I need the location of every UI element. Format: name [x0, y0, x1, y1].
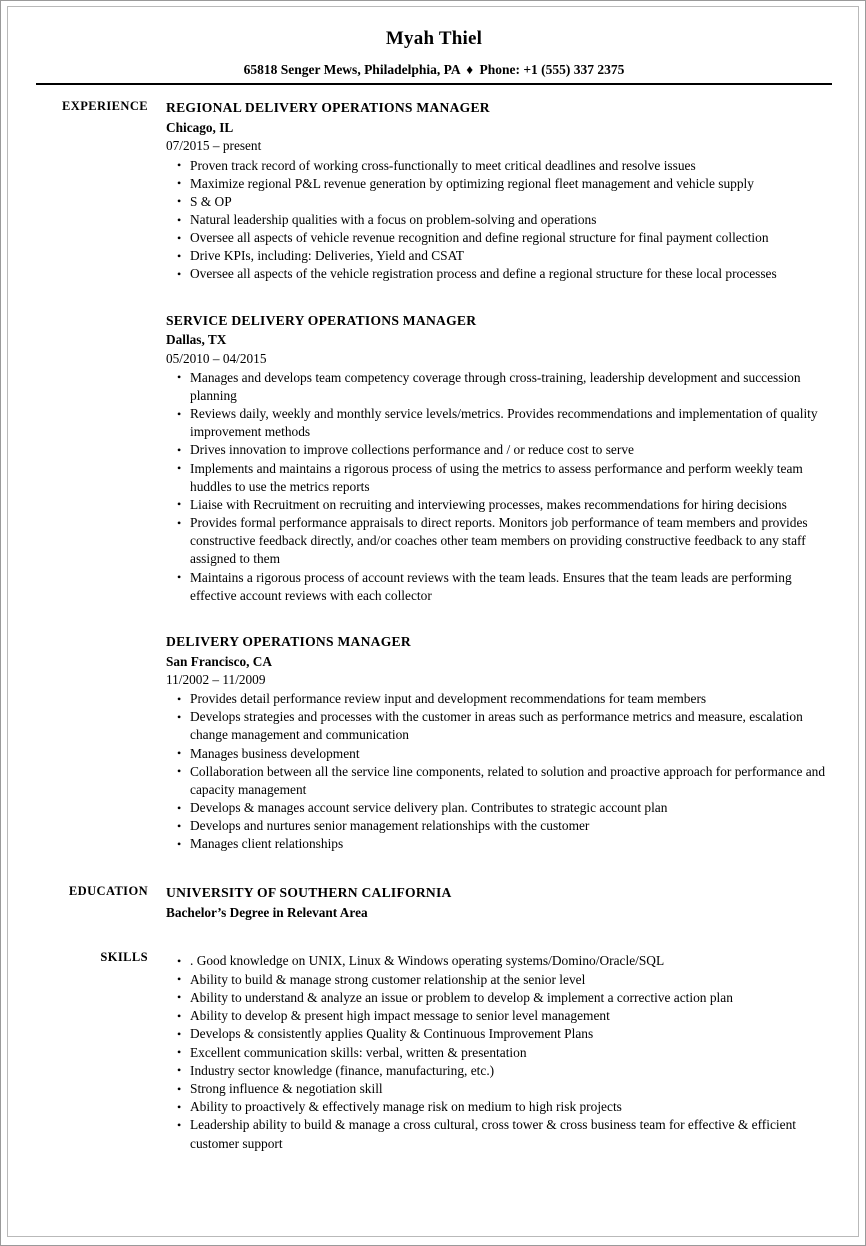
- job-bullet: • Develops and nurtures senior management relationships with the customer: [166, 817, 832, 835]
- skill-bullet: • Ability to develop & present high impact message to senior level management: [166, 1007, 832, 1025]
- skill-bullet: • Excellent communication skills: verbal, written & presentation: [166, 1044, 832, 1062]
- job-bullet: • Implements and maintains a rigorous process of using the metrics to assess performance and perform weekly team huddles to use the metrics reports: [166, 460, 832, 496]
- job-bullet: • Oversee all aspects of vehicle revenue recognition and define regional structure for final payment collection: [166, 229, 832, 247]
- education-school: UNIVERSITY OF SOUTHERN CALIFORNIA: [166, 884, 452, 900]
- skills-section: [36, 950, 832, 1152]
- education-degree: Bachelor’s Degree in Relevant Area: [166, 905, 368, 921]
- skill-bullet: • Develops & consistently applies Quality & Continuous Improvement Plans: [166, 1025, 832, 1043]
- skill-bullet: • Strong influence & negotiation skill: [166, 1080, 832, 1098]
- contact-phone: Phone: +1 (555) 337 2375: [479, 61, 625, 77]
- job-bullet-list: [166, 690, 832, 853]
- job-title: REGIONAL DELIVERY OPERATIONS MANAGER: [166, 100, 490, 116]
- job-dates: 11/2002 – 11/2009: [166, 671, 266, 687]
- job-bullet: • Drives innovation to improve collections performance and / or reduce cost to serve: [166, 441, 832, 459]
- job-location: Dallas, TX: [166, 332, 227, 348]
- job-bullet: • Oversee all aspects of the vehicle registration process and define a regional structure for these local processes: [166, 265, 832, 283]
- job-dates: 05/2010 – 04/2015: [166, 350, 267, 366]
- job-bullet: • Collaboration between all the service line components, related to solution and proactive approach for performance and capacity management: [166, 763, 832, 799]
- job-bullet: • Proven track record of working cross-functionally to meet critical deadlines and resolve issues: [166, 157, 832, 175]
- page-inner-frame: [7, 6, 859, 1237]
- education-section-body: [158, 884, 832, 922]
- skills-section-label: SKILLS: [100, 950, 148, 965]
- job-bullet: • Develops strategies and processes with the customer in areas such as performance metrics and measure, escalation change management and communication: [166, 708, 832, 744]
- job-entry: [166, 312, 832, 605]
- job-bullet: • Manages business development: [166, 745, 832, 763]
- experience-section-label: EXPERIENCE: [62, 99, 148, 114]
- contact-line: [36, 61, 832, 79]
- education-section: [36, 884, 832, 922]
- experience-section-body: [158, 99, 832, 853]
- job-bullet-list: [166, 157, 832, 284]
- contact-address: 65818 Senger Mews, Philadelphia, PA: [243, 61, 460, 77]
- job-bullet: • Develops & manages account service delivery plan. Contributes to strategic account plan: [166, 799, 832, 817]
- job-bullet: • S & OP: [166, 193, 832, 211]
- skill-bullet: • Industry sector knowledge (finance, manufacturing, etc.): [166, 1062, 832, 1080]
- job-entry: [166, 633, 832, 854]
- job-bullet: • Maintains a rigorous process of account reviews with the team leads. Ensures that the team leads are performing effective account reviews with each collector: [166, 569, 832, 605]
- skill-bullet: • Ability to build & manage strong customer relationship at the senior level: [166, 971, 832, 989]
- job-bullet: • Provides formal performance appraisals to direct reports. Monitors job performance of team members and provides constructive feedback directly, and/or coaches other team members on providing constructive feedback to any staff assigned to them: [166, 514, 832, 568]
- skill-bullet: • Ability to understand & analyze an issue or problem to develop & implement a corrective action plan: [166, 989, 832, 1007]
- skills-section-body: [158, 950, 832, 1152]
- job-bullet: • Drive KPIs, including: Deliveries, Yield and CSAT: [166, 247, 832, 265]
- experience-section: [36, 99, 832, 853]
- job-bullet: • Liaise with Recruitment on recruiting and interviewing processes, makes recommendations for hiring decisions: [166, 496, 832, 514]
- skill-bullet: • Leadership ability to build & manage a cross cultural, cross tower & cross business team for effective & efficient customer support: [166, 1116, 832, 1152]
- skill-bullet: • . Good knowledge on UNIX, Linux & Windows operating systems/Domino/Oracle/SQL: [166, 952, 832, 970]
- job-location: San Francisco, CA: [166, 653, 273, 669]
- resume-content: [36, 21, 832, 1153]
- education-section-label: EDUCATION: [68, 883, 148, 898]
- job-dates: 07/2015 – present: [166, 138, 262, 154]
- job-bullet: • Provides detail performance review input and development recommendations for team members: [166, 690, 832, 708]
- job-location: Chicago, IL: [166, 119, 234, 135]
- diamond-separator-icon: ♦: [466, 61, 474, 77]
- job-entry: [166, 99, 832, 283]
- header-divider: [36, 83, 832, 85]
- job-title: DELIVERY OPERATIONS MANAGER: [166, 633, 411, 649]
- resume-header: [36, 27, 832, 85]
- candidate-name: Myah Thiel: [385, 28, 483, 49]
- job-bullet-list: [166, 369, 832, 605]
- skill-bullet: • Ability to proactively & effectively manage risk on medium to high risk projects: [166, 1098, 832, 1116]
- job-bullet: • Natural leadership qualities with a focus on problem-solving and operations: [166, 211, 832, 229]
- job-title: SERVICE DELIVERY OPERATIONS MANAGER: [166, 312, 477, 328]
- skills-bullet-list: [166, 952, 832, 1152]
- job-bullet: • Reviews daily, weekly and monthly service levels/metrics. Provides recommendations and implementation of quality improvement methods: [166, 405, 832, 441]
- job-bullet: • Maximize regional P&L revenue generation by optimizing regional fleet management and vehicle supply: [166, 175, 832, 193]
- job-bullet: • Manages client relationships: [166, 835, 832, 853]
- job-bullet: • Manages and develops team competency coverage through cross-training, leadership development and succession planning: [166, 369, 832, 405]
